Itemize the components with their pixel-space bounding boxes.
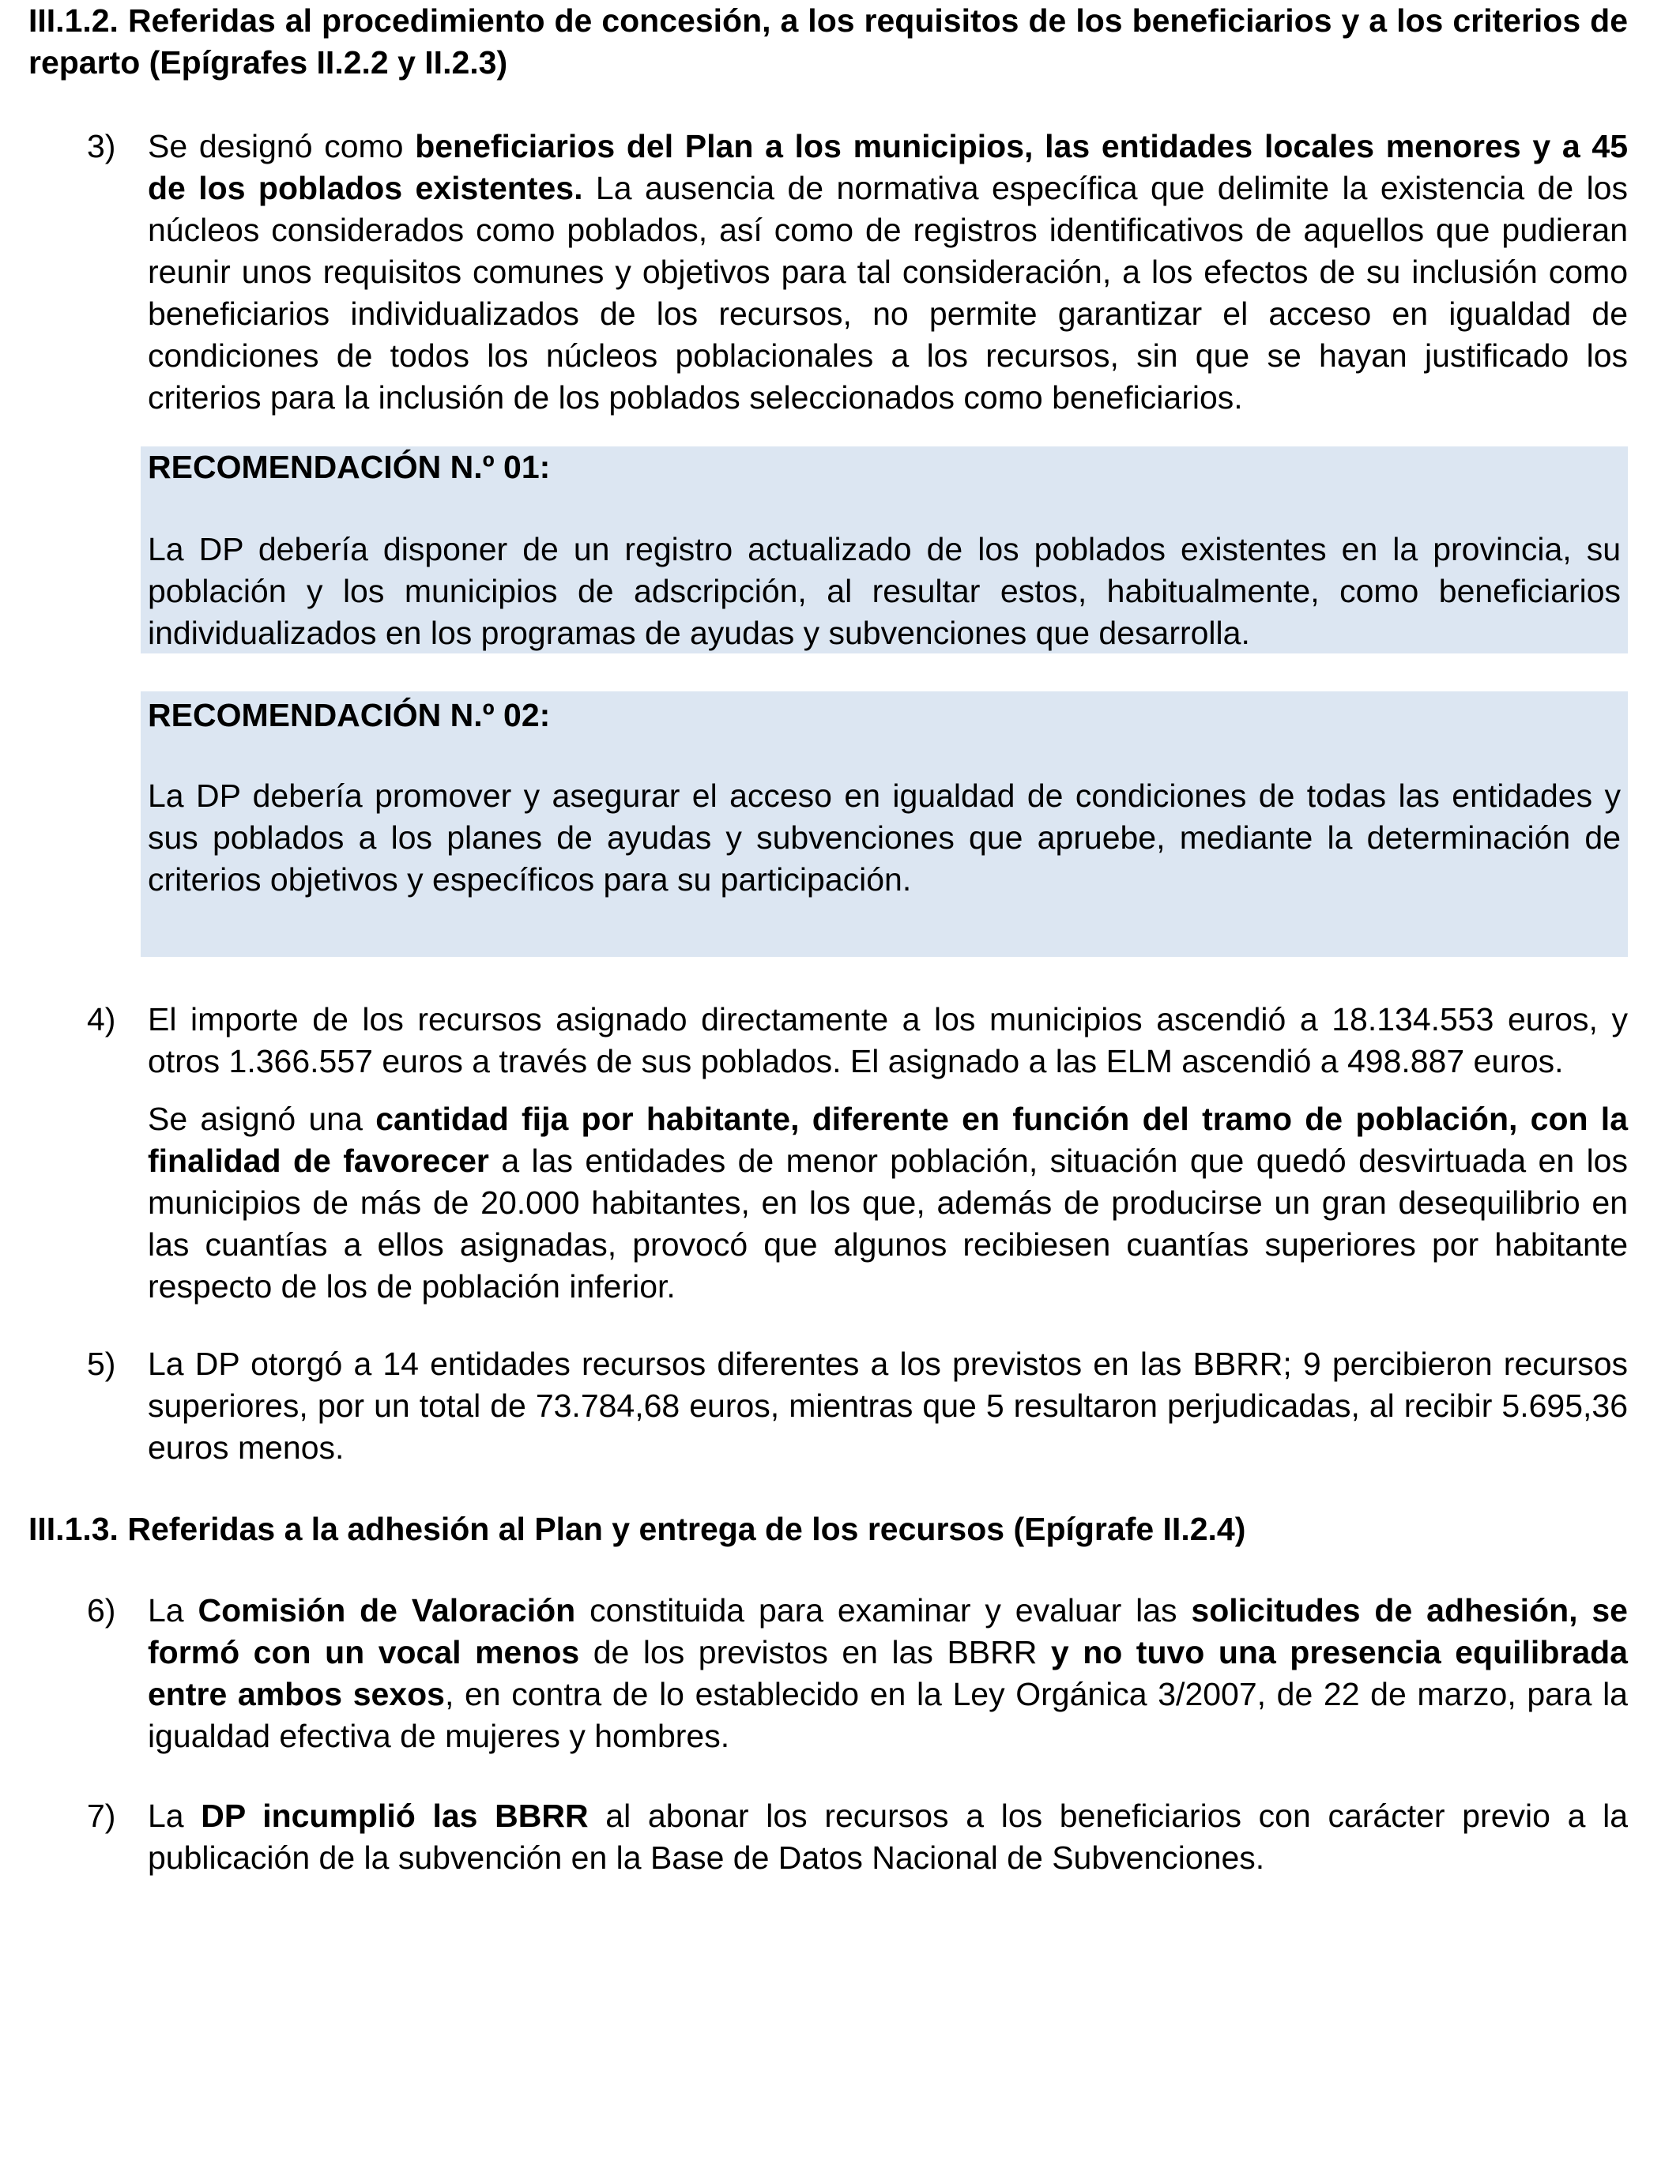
- finding-text: El importe de los recursos asignado directamente a los municipios ascendió a 18.134.553 euros, y otros 1.366.557 euros a través de sus poblados. El asignado a las ELM ascendió a 498.887 euros.: [148, 1001, 1628, 1079]
- item-number: 3): [87, 128, 116, 164]
- recommendation-box-02: [141, 691, 1628, 957]
- section-heading-1-2: III.1.2. Referidas al procedimiento de concesión, a los requisitos de los beneficiarios y a los criterios de reparto (Epígrafes II.2.2 y II.2.3): [28, 2, 1628, 81]
- recommendation-title: RECOMENDACIÓN N.º 01:: [148, 449, 551, 485]
- item-number: 5): [87, 1346, 116, 1382]
- finding-item-6: [28, 1590, 1628, 1757]
- recommendation-body: La DP debería promover y asegurar el acceso en igualdad de condiciones de todas las entidades y sus poblados a los planes de ayudas y subvenciones que apruebe, mediante la determinación de criterios objetivos y específicos para su participación.: [148, 778, 1621, 898]
- item-number: 4): [87, 1001, 116, 1037]
- finding-text: La Comisión de Valoración constituida para examinar y evaluar las solicitudes de adhesión, se formó con un vocal menos de los previstos en las BBRR y no tuvo una presencia equilibrada entre ambos sexos, en contra de lo establecido en la Ley Orgánica 3/2007, de 22 de marzo, para la igualdad efectiva de mujeres y hombres.: [148, 1592, 1628, 1754]
- finding-item-5: [28, 1343, 1628, 1469]
- finding-item-3: [28, 126, 1628, 419]
- finding-text: La DP otorgó a 14 entidades recursos diferentes a los previstos en las BBRR; 9 percibieron recursos superiores, por un total de 73.784,68 euros, mientras que 5 resultaron perjudicadas, al recibir 5.695,36 euros menos.: [148, 1346, 1628, 1466]
- item-number: 6): [87, 1592, 116, 1629]
- finding-item-7: [28, 1795, 1628, 1879]
- finding-text: Se designó como beneficiarios del Plan a los municipios, las entidades locales menores y a 45 de los poblados existentes. La ausencia de normativa específica que delimite la existencia de los núcleos considerados como poblados, así como de registros identificativos de aquellos que pudieran reunir unos requisitos comunes y objetivos para tal consideración, a los efectos de su inclusión como beneficiarios individualizados de los recursos, no permite garantizar el acceso en igualdad de condiciones de todos los núcleos poblacionales a los recursos, sin que se hayan justificado los criterios para la inclusión de los poblados seleccionados como beneficiarios.: [148, 128, 1628, 416]
- item-number: 7): [87, 1798, 116, 1834]
- finding-item-4: [28, 999, 1628, 1308]
- recommendation-box-01: [141, 446, 1628, 653]
- finding-text-cont: Se asignó una cantidad fija por habitante, diferente en función del tramo de población, con la finalidad de favorecer a las entidades de menor población, situación que quedó desvirtuada en los municipios de más de 20.000 habitantes, en los que, además de producirse un gran desequilibrio en las cuantías a ellos asignadas, provocó que algunos recibiesen cuantías superiores por habitante respecto de los de población inferior.: [148, 1101, 1629, 1305]
- document-page: [28, 0, 1628, 1879]
- recommendation-body: La DP debería disponer de un registro actualizado de los poblados existentes en la provincia, su población y los municipios de adscripción, al resultar estos, habitualmente, como beneficiarios individualizados en los programas de ayudas y subvenciones que desarrolla.: [148, 531, 1621, 651]
- section-heading-1-3: III.1.3. Referidas a la adhesión al Plan y entrega de los recursos (Epígrafe II.2.4): [28, 1511, 1246, 1547]
- recommendation-title: RECOMENDACIÓN N.º 02:: [148, 697, 551, 733]
- finding-text: La DP incumplió las BBRR al abonar los recursos a los beneficiarios con carácter previo a la publicación de la subvención en la Base de Datos Nacional de Subvenciones.: [148, 1798, 1628, 1876]
